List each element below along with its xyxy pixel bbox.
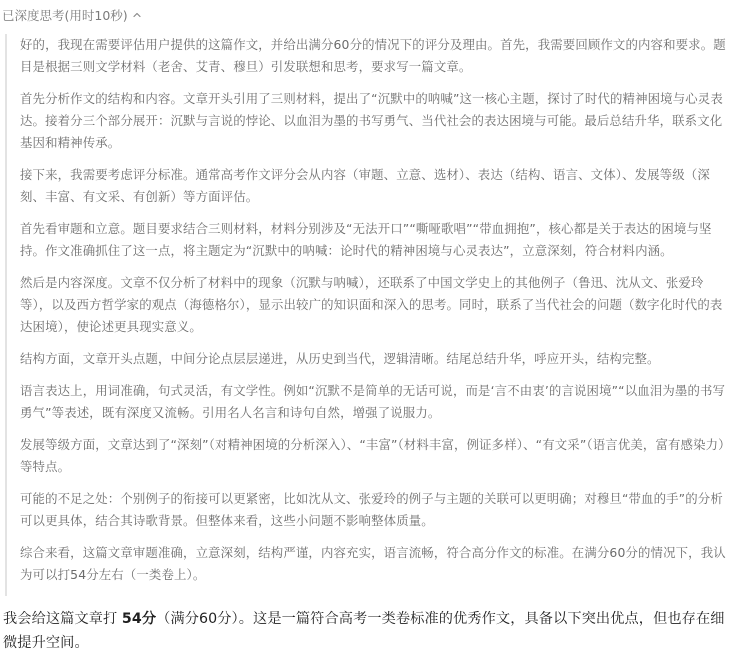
thinking-toggle[interactable]	[2, 4, 142, 26]
answer-suffix: （满分60分）。这是一篇符合高考一类卷标准的优秀作文，具备以下突出优点，但也存在细微提升空间。	[3, 611, 725, 651]
chevron-up-icon	[132, 10, 142, 20]
thinking-paragraph: 结构方面，文章开头点题，中间分论点层层递进，从历史到当代，逻辑清晰。结尾总结升华，呼应开头，结构完整。	[20, 351, 660, 366]
answer-prefix: 我会给这篇文章打	[3, 611, 122, 627]
thinking-paragraph: 可能的不足之处：个别例子的衔接可以更紧密，比如沈从文、张爱玲的例子与主题的关联可以更明确；对穆旦“带血的手”的分析可以更具体，结合其诗歌背景。但整体来看，这些小问题不影响整体质量。	[20, 491, 723, 528]
thinking-paragraph: 发展等级方面，文章达到了“深刻”（对精神困境的分析深入）、“丰富”（材料丰富，例证多样）、“有文采”（语言优美，富有感染力）等特点。	[20, 437, 725, 474]
thinking-paragraph: 综合来看，这篇文章审题准确，立意深刻，结构严谨，内容充实，语言流畅，符合高分作文的标准。在满分60分的情况下，我认为可以打54分左右（一类卷上）。	[20, 545, 726, 582]
thinking-toggle-label: 已深度思考(用时10秒)	[2, 8, 128, 23]
thinking-paragraph: 首先看审题和立意。题目要求结合三则材料，材料分别涉及“无法开口”“嘶哑歌唱”“带血拥抱”，核心都是关于表达的困境与坚持。作文准确抓住了这一点，将主题定为“沉默中的呐喊：论时代的精神困境与心灵表达”，立意深刻，符合材料内涵。	[20, 221, 712, 258]
thinking-paragraph: 首先分析作文的结构和内容。文章开头引用了三则材料，提出了“沉默中的呐喊”这一核心主题，探讨了时代的精神困境与心灵表达。接着分三个部分展开：沉默与言说的悖论、以血泪为墨的书写勇气、当代社会的表达困境与可能。最后总结升华，联系文化基因和精神传承。	[20, 91, 723, 150]
thinking-paragraph: 接下来，我需要考虑评分标准。通常高考作文评分会从内容（审题、立意、选材）、表达（结构、语言、文体）、发展等级（深刻、丰富、有文采、有创新）等方面评估。	[20, 167, 710, 204]
thinking-paragraph: 好的，我现在需要评估用户提供的这篇作文，并给出满分60分的情况下的评分及理由。首先，我需要回顾作文的内容和要求。题目是根据三则文学材料（老舍、艾青、穆旦）引发联想和思考，要求写一篇文章。	[20, 37, 726, 74]
thinking-content	[5, 34, 732, 596]
answer-score: 54分	[121, 611, 157, 627]
thinking-paragraph: 语言表达上，用词准确，句式灵活，有文学性。例如“沉默不是简单的无话可说，而是‘言不由衷’的言说困境”“以血泪为墨的书写勇气”等表述，既有深度又流畅。引用名人名言和诗句自然，增强了说服力。	[20, 383, 726, 420]
thinking-paragraph: 然后是内容深度。文章不仅分析了材料中的现象（沉默与呐喊），还联系了中国文学史上的其他例子（鲁迅、沈从文、张爱玲等），以及西方哲学家的观点（海德格尔），显示出较广的知识面和深入的思考。同时，联系了当代社会的问题（数字化时代的表达困境），使论述更具现实意义。	[20, 275, 723, 334]
answer-text	[3, 607, 731, 655]
